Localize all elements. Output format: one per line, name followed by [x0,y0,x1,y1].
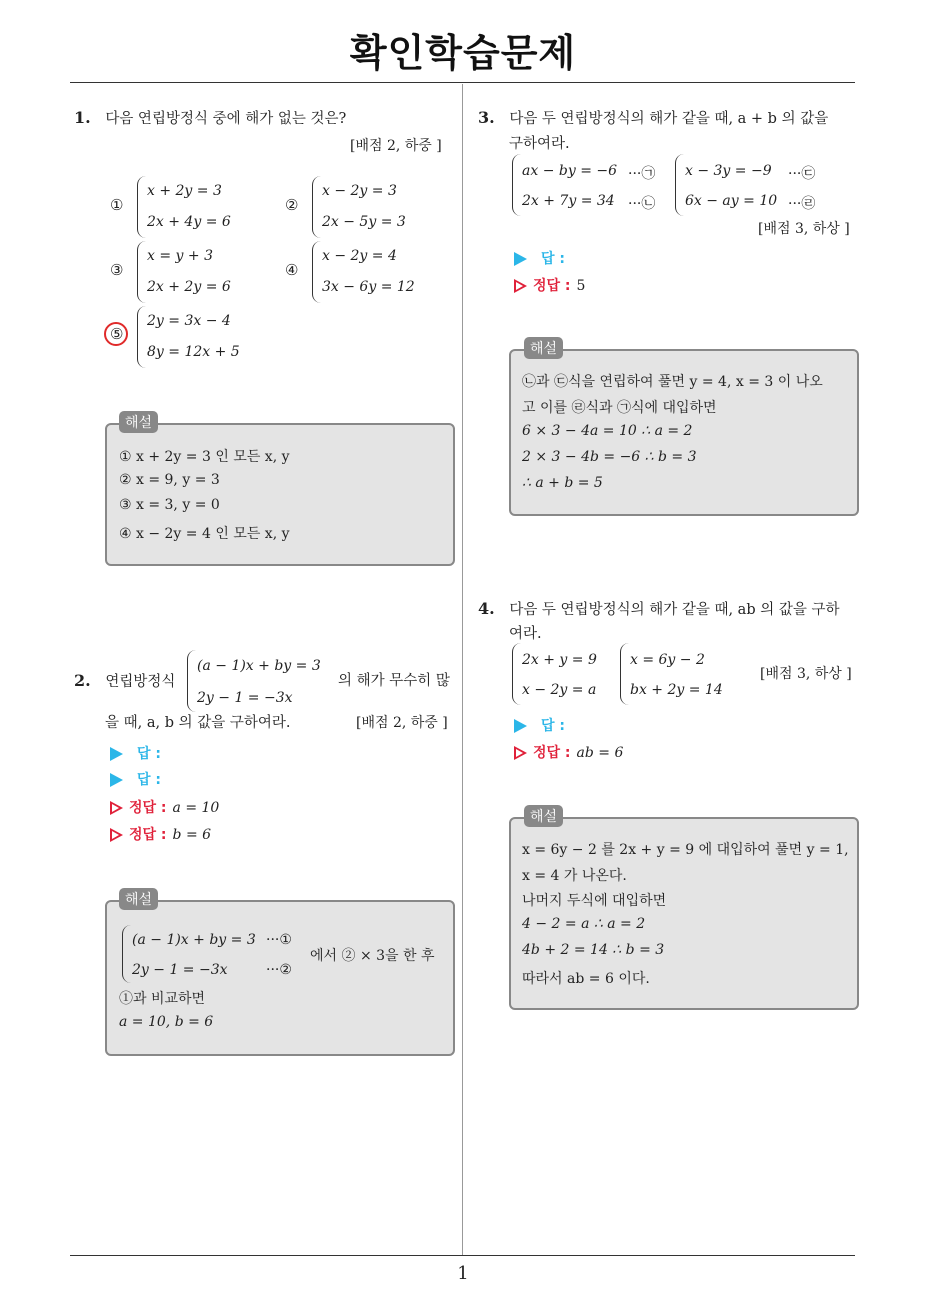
equation: (a − 1)x + by = 3 [132,932,256,948]
equation: 2x − 5y = 3 [322,214,406,230]
explanation-line: ④ x − 2y = 4 인 모든 x, y [119,526,290,542]
correct-value: 5 [576,278,586,294]
equation: x − 3y = −9 [685,163,772,179]
score-label: [배점 2, 하중 ] [350,138,442,154]
explanation-label: 해설 [119,888,158,910]
page-title: 확인학습문제 [349,31,577,75]
equation-tag: ···㉠ [628,166,656,182]
equation: x − 2y = 3 [322,183,397,199]
explanation-line: 2 × 3 − 4b = −6 ∴ b = 3 [522,449,697,465]
question-text: 구하여라. [509,136,570,152]
footer-divider [70,1255,855,1256]
outline-triangle-icon [110,828,123,842]
outline-triangle-icon [514,746,527,760]
play-icon [110,773,123,787]
question-text: 을 때, a, b 의 값을 구하여라. [105,715,291,731]
question-number: 4. [478,599,495,618]
question-1 [74,105,346,132]
equation: 2y − 1 = −3x [132,962,228,978]
correct-answer [110,797,219,817]
question-text: 다음 두 연립방정식의 해가 같을 때, a + b 의 값을 [509,111,829,127]
equation-tag: ···㉣ [788,196,816,212]
equation: bx + 2y = 14 [630,682,723,698]
question-text: 여라. [509,626,542,642]
correct-label: 정답 : [533,278,571,294]
choice-mark: ② [285,196,299,214]
question-3 [478,105,828,132]
answer-field[interactable] [110,743,161,763]
brace-icon [512,154,521,216]
outline-triangle-icon [110,801,123,815]
brace-icon [187,650,196,712]
choice-mark: ⑤ [110,325,124,343]
equation: 6x − ay = 10 [685,193,778,209]
correct-value: a = 10 [172,800,220,816]
correct-answer [514,275,585,295]
choice-mark: ④ [285,261,299,279]
explanation-line: ①과 비교하면 [119,991,206,1007]
outline-triangle-icon [514,279,527,293]
explanation-line: ∴ a + b = 5 [522,475,603,491]
brace-icon [122,925,131,983]
question-number: 3. [478,108,495,127]
equation-tag: ···㉢ [788,166,816,182]
play-icon [110,747,123,761]
explanation-line: x = 6y − 2 를 2x + y = 9 에 대입하여 풀면 y = 1, [522,842,849,858]
question-text: 다음 두 연립방정식의 해가 같을 때, ab 의 값을 구하 [509,602,840,618]
explanation-line: x = 4 가 나온다. [522,868,627,884]
equation: 2x + 2y = 6 [147,279,231,295]
equation: 2y − 1 = −3x [197,690,293,706]
explanation-line: 따라서 ab = 6 이다. [522,971,650,987]
answer-field[interactable] [514,248,565,268]
equation: x − 2y = 4 [322,248,397,264]
question-text: 다음 연립방정식 중에 해가 없는 것은? [105,111,347,127]
brace-icon [137,241,146,303]
answer-label: 답 : [137,746,161,762]
equation: 8y = 12x + 5 [147,344,240,360]
explanation-line: ① x + 2y = 3 인 모든 x, y [119,449,290,465]
question-text: 의 해가 무수히 많 [338,673,450,689]
equation-tag: ···㉡ [628,196,656,212]
equation: ax − by = −6 [522,163,618,179]
correct-value: ab = 6 [576,745,624,761]
choice-mark: ① [110,196,124,214]
brace-icon [312,241,321,303]
explanation-line: 4 − 2 = a ∴ a = 2 [522,916,646,932]
equation: x + 2y = 3 [147,183,222,199]
equation: (a − 1)x + by = 3 [197,658,321,674]
answer-label: 답 : [137,772,161,788]
explanation-line: 나머지 두식에 대입하면 [522,893,667,909]
answer-field[interactable] [514,715,565,735]
explanation-label: 해설 [524,805,563,827]
explanation-line: 에서 ② × 3을 한 후 [310,948,435,964]
explanation-line: 4b + 2 = 14 ∴ b = 3 [522,942,665,958]
equation: x = y + 3 [147,248,213,264]
explanation-line: ② x = 9, y = 3 [119,472,220,488]
equation: 2x + 4y = 6 [147,214,231,230]
equation: x = 6y − 2 [630,652,705,668]
score-label: [배점 3, 하상 ] [760,666,852,682]
answer-field[interactable] [110,769,161,789]
correct-label: 정답 : [129,800,167,816]
correct-answer [110,824,211,844]
question-number: 1. [74,108,91,127]
brace-icon [137,176,146,238]
correct-answer [514,742,623,762]
column-divider [462,84,463,1256]
brace-icon [675,154,684,216]
brace-icon [512,643,521,705]
page-number: 1 [457,1263,469,1284]
equation-tag: ···② [266,962,292,978]
equation: 2x + 7y = 34 [522,193,615,209]
equation: 3x − 6y = 12 [322,279,415,295]
correct-label: 정답 : [129,827,167,843]
correct-label: 정답 : [533,745,571,761]
explanation-line: 6 × 3 − 4a = 10 ∴ a = 2 [522,423,693,439]
question-2 [74,668,175,695]
explanation-box [105,423,455,566]
choice-mark: ③ [110,261,124,279]
explanation-line: 고 이를 ㉣식과 ㉠식에 대입하면 [522,400,717,416]
header-divider [70,82,855,83]
brace-icon [137,306,146,368]
explanation-box [105,900,455,1056]
explanation-label: 해설 [119,411,158,433]
brace-icon [312,176,321,238]
score-label: [배점 2, 하중 ] [356,715,448,731]
answer-label: 답 : [541,718,565,734]
play-icon [514,719,527,733]
play-icon [514,252,527,266]
question-text: 연립방정식 [105,674,176,690]
brace-icon [620,643,629,705]
score-label: [배점 3, 하상 ] [758,221,850,237]
question-number: 2. [74,671,91,690]
explanation-label: 해설 [524,337,563,359]
equation: 2y = 3x − 4 [147,313,231,329]
explanation-line: ㉡과 ㉢식을 연립하여 풀면 y = 4, x = 3 이 나오 [522,374,823,390]
answer-label: 답 : [541,251,565,267]
correct-value: b = 6 [172,827,212,843]
explanation-line: a = 10, b = 6 [119,1014,214,1030]
equation: 2x + y = 9 [522,652,597,668]
explanation-line: ③ x = 3, y = 0 [119,497,220,513]
equation-tag: ···① [266,932,292,948]
equation: x − 2y = a [522,682,597,698]
question-4 [478,596,839,623]
